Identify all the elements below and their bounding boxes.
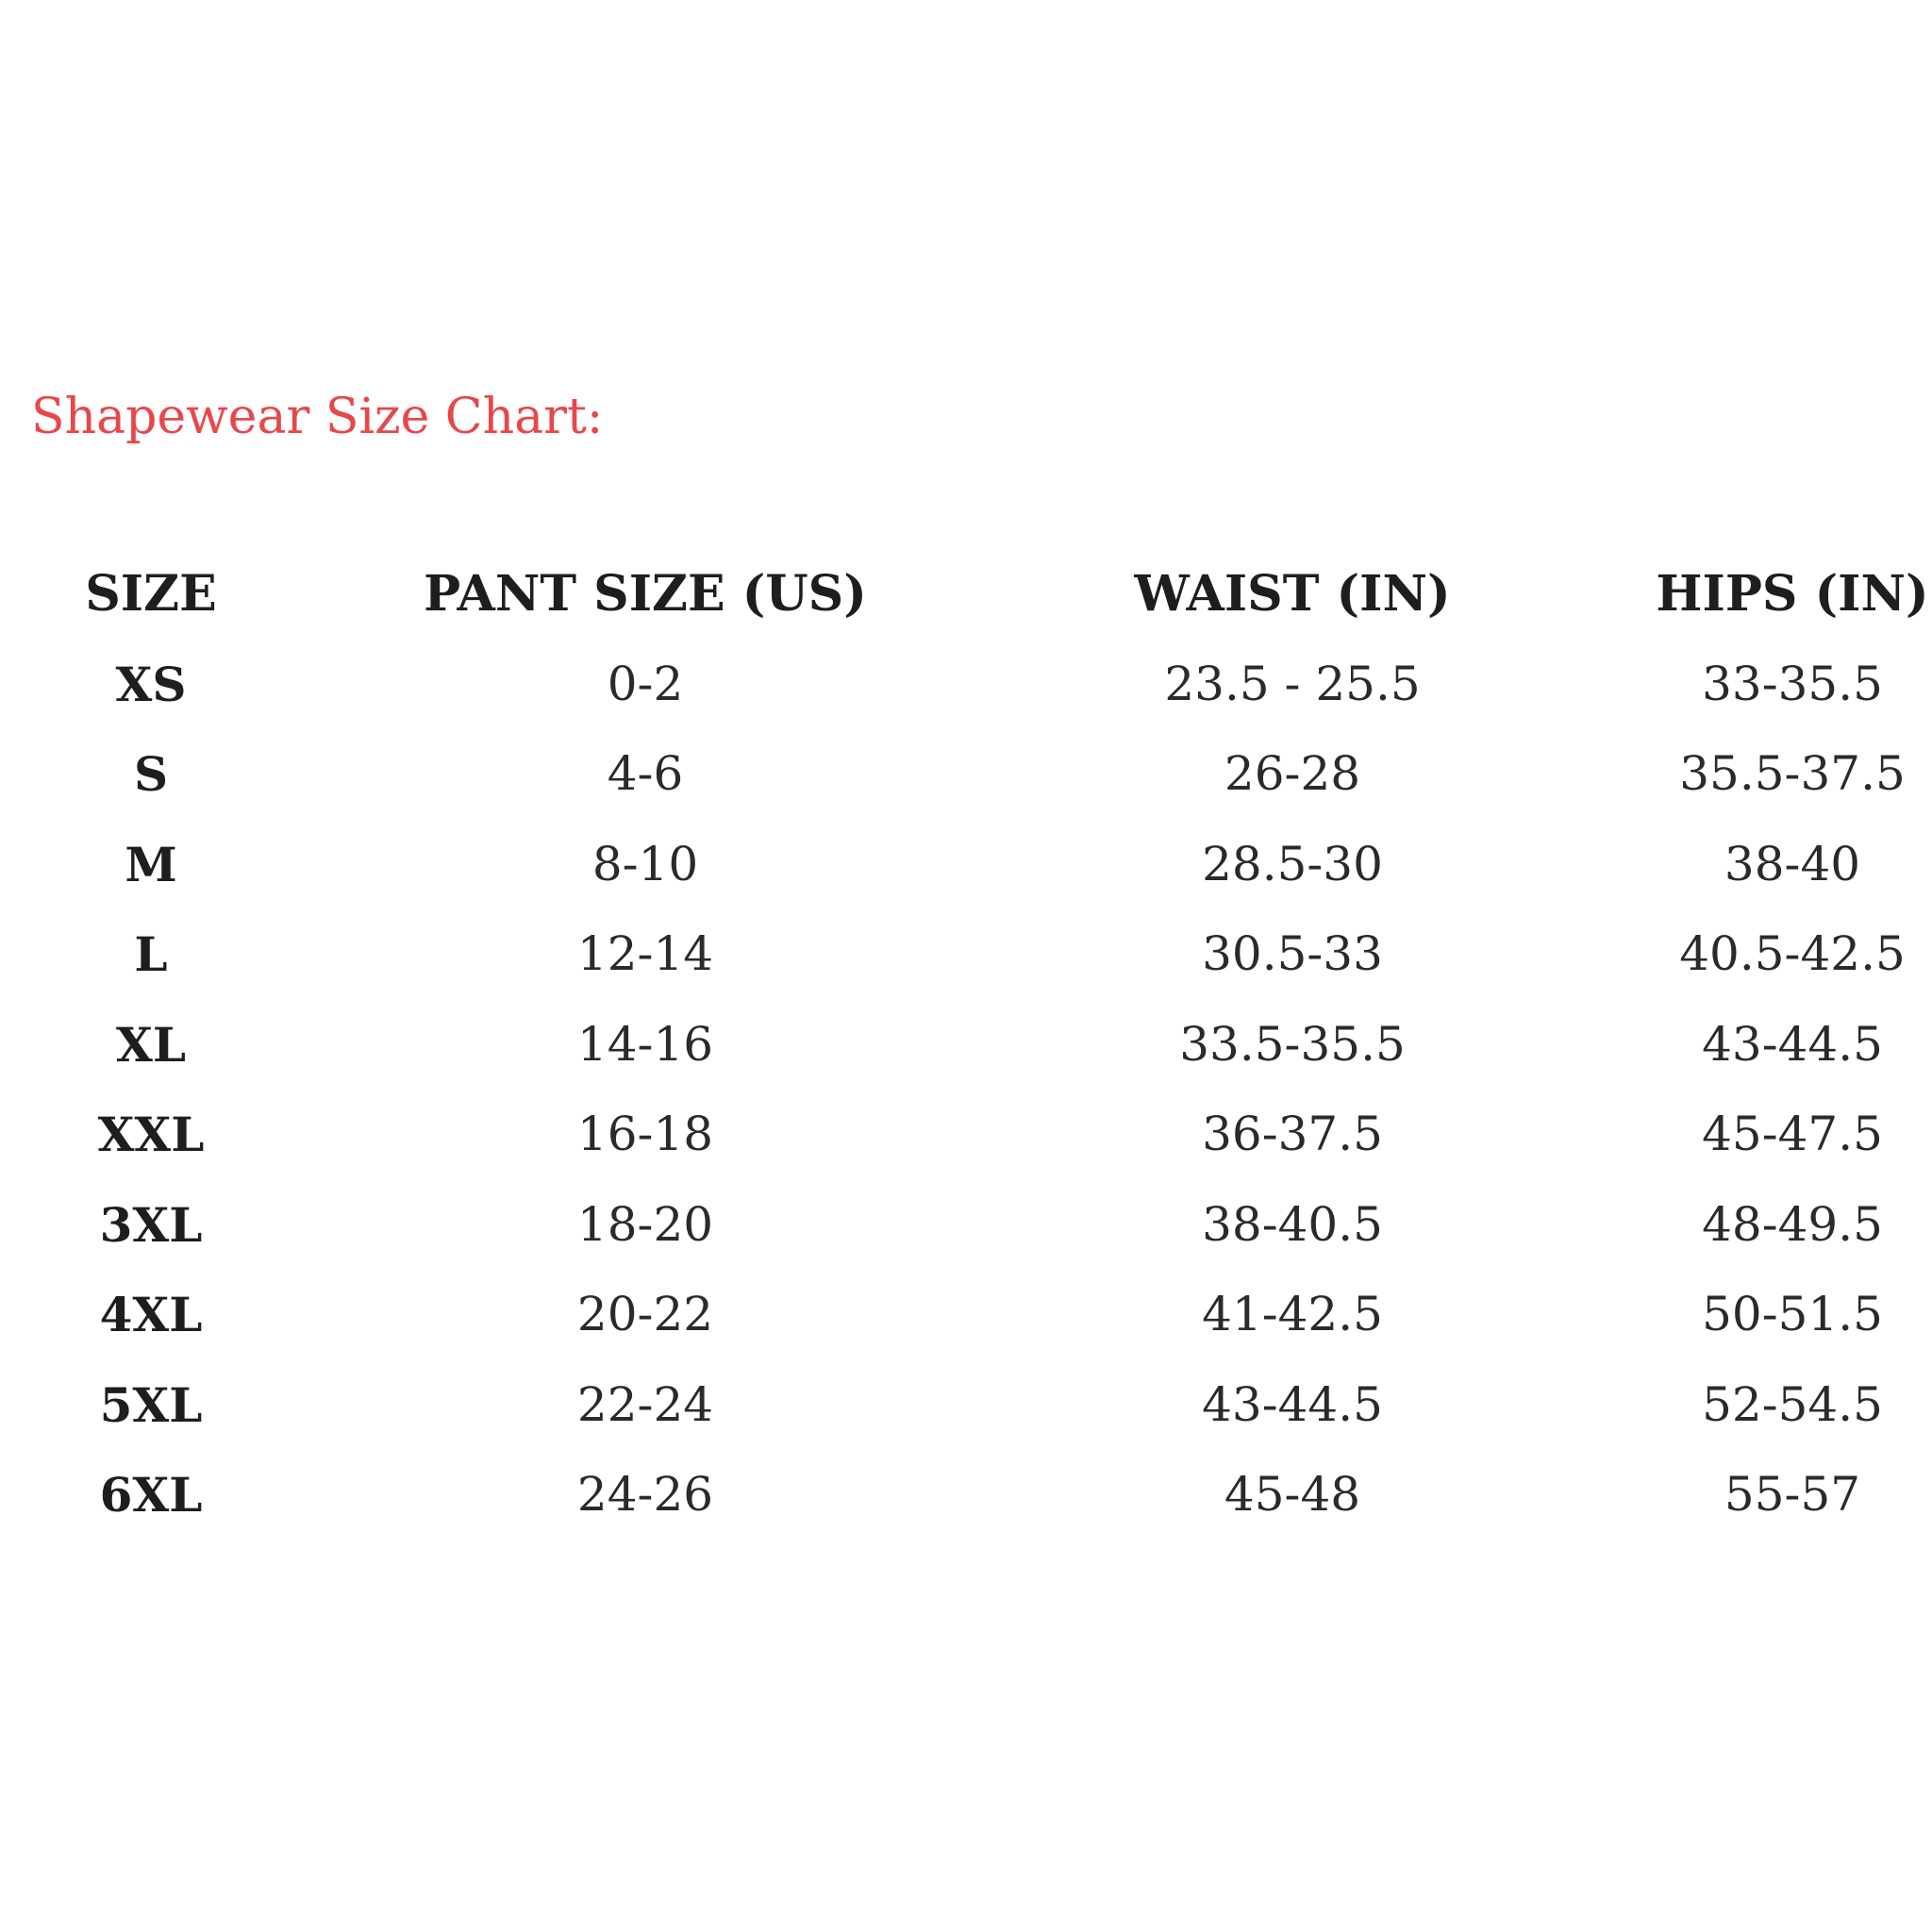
hips-cell: 50-51.5 <box>1702 1287 1883 1341</box>
table-row <box>0 1180 1932 1271</box>
waist-cell: 30.5-33 <box>1202 926 1383 981</box>
hips-cell: 45-47.5 <box>1702 1107 1883 1161</box>
waist-cell: 36-37.5 <box>1202 1107 1383 1161</box>
page-title: Shapewear Size Chart: <box>31 389 604 445</box>
table-row <box>0 1090 1932 1180</box>
header-pant-size: PANT SIZE (US) <box>424 565 867 623</box>
hips-cell: 55-57 <box>1724 1467 1861 1522</box>
hips-cell: 43-44.5 <box>1702 1016 1883 1072</box>
pant-size-cell: 8-10 <box>591 836 699 891</box>
table-row <box>0 820 1932 910</box>
pant-size-cell: 18-20 <box>576 1196 714 1252</box>
header-size: SIZE <box>85 565 217 623</box>
pant-size-cell: 16-18 <box>576 1107 714 1161</box>
hips-cell: 52-54.5 <box>1702 1376 1883 1432</box>
waist-cell: 33.5-35.5 <box>1179 1016 1406 1072</box>
waist-cell: 38-40.5 <box>1202 1196 1383 1252</box>
table-row <box>0 909 1932 1000</box>
pant-size-cell: 4-6 <box>607 746 684 801</box>
header-hips: HIPS (IN) <box>1656 565 1929 623</box>
table-row <box>0 1270 1932 1360</box>
pant-size-cell: 22-24 <box>576 1376 714 1432</box>
size-cell: 3XL <box>99 1196 203 1253</box>
pant-size-cell: 12-14 <box>576 926 714 981</box>
hips-cell: 40.5-42.5 <box>1679 926 1906 981</box>
waist-cell: 26-28 <box>1224 746 1361 801</box>
waist-cell: 43-44.5 <box>1202 1376 1383 1432</box>
table-row <box>0 1360 1932 1451</box>
hips-cell: 33-35.5 <box>1702 656 1883 711</box>
waist-cell: 28.5-30 <box>1202 836 1383 891</box>
header-waist: WAIST (IN) <box>1134 565 1451 623</box>
pant-size-cell: 20-22 <box>576 1287 714 1341</box>
size-chart-table <box>0 549 1932 1541</box>
pant-size-cell: 0-2 <box>607 656 684 711</box>
size-cell: S <box>133 746 169 802</box>
size-cell: XL <box>116 1016 186 1073</box>
size-cell: 4XL <box>99 1287 203 1342</box>
hips-cell: 48-49.5 <box>1702 1196 1883 1252</box>
hips-cell: 38-40 <box>1724 836 1861 891</box>
table-row <box>0 1450 1932 1541</box>
size-cell: 6XL <box>99 1467 203 1523</box>
table-row <box>0 1000 1932 1091</box>
pant-size-cell: 24-26 <box>576 1467 714 1522</box>
waist-cell: 45-48 <box>1224 1467 1361 1522</box>
waist-cell: 41-42.5 <box>1202 1287 1383 1341</box>
size-cell: 5XL <box>99 1376 203 1433</box>
table-row <box>0 640 1932 730</box>
pant-size-cell: 14-16 <box>576 1016 714 1072</box>
waist-cell: 23.5 - 25.5 <box>1164 656 1421 711</box>
size-cell: M <box>125 836 177 892</box>
size-cell: XXL <box>97 1107 205 1162</box>
table-header-row <box>0 549 1932 640</box>
size-cell: L <box>134 926 168 982</box>
hips-cell: 35.5-37.5 <box>1679 746 1906 801</box>
table-row <box>0 729 1932 820</box>
size-cell: XS <box>115 656 187 712</box>
